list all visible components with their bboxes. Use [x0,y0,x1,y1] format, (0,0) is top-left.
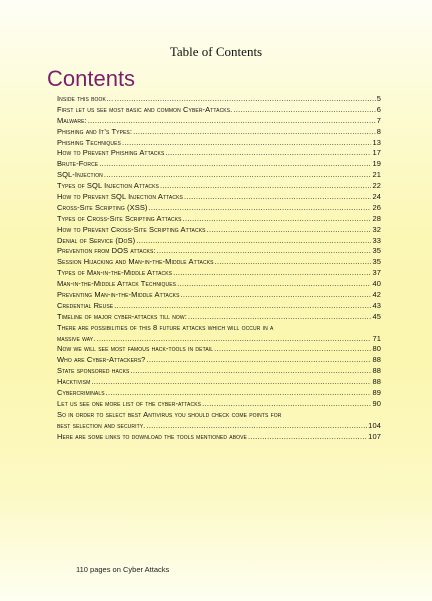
toc-entry[interactable] [57,181,381,192]
toc-entry-title: Hacktivism [57,377,91,387]
toc-entry[interactable] [57,377,381,388]
toc-entry-page: 33 [372,235,381,245]
toc-entry[interactable] [57,257,381,268]
toc-entry[interactable] [57,312,381,323]
toc-leader-dots [146,355,371,366]
toc-leader-dots [184,192,372,203]
toc-entry-page: 8 [376,126,381,136]
toc-entry[interactable] [57,388,381,399]
toc-entry-title: Credential Reuse [57,300,114,310]
toc-entry[interactable] [57,268,381,279]
toc-entry-page: 90 [372,398,381,408]
toc-leader-dots [136,236,371,247]
toc-entry-title: Here are some links to download the tools mentioned above [57,431,247,441]
toc-entry[interactable] [57,138,381,149]
toc-entry-page: 104 [368,420,381,430]
toc-entry-page: 80 [372,344,381,354]
toc-entry-page: 19 [372,159,381,169]
toc-entry-page: 42 [372,290,381,300]
toc-entry-title: First let us see most basic and common Cyber-Attacks. [57,104,233,114]
toc-entry[interactable] [57,203,381,214]
toc-entry[interactable] [57,399,381,410]
toc-entry[interactable] [57,279,381,290]
toc-leader-dots [215,257,372,268]
toc-entry-title: Timeline of major cyber-attacks till now: [57,311,187,321]
toc-entry-page: 107 [368,431,381,441]
toc-entry-page: 17 [372,148,381,158]
toc-entry-page: 35 [372,246,381,256]
toc-leader-dots [202,399,371,410]
toc-entry-title: Malware: [57,115,87,125]
toc-entry-title: How to Prevent SQL Injection Attacks [57,192,183,202]
toc-entry-title-continued: massive way. [57,333,96,343]
toc-entry[interactable] [57,344,381,355]
toc-entry[interactable] [57,246,381,257]
toc-entry[interactable] [57,159,381,170]
toc-entry-page: 6 [376,104,381,114]
toc-entry[interactable] [57,214,381,225]
toc-entry[interactable] [57,355,381,366]
toc-entry-title: Types of Cross-Site Scripting Attacks [57,213,182,223]
contents-heading: Contents [47,66,136,91]
toc-leader-dots [233,105,375,116]
toc-leader-dots [99,159,371,170]
toc-leader-dots [160,181,371,192]
toc-entry-page: 88 [372,366,381,376]
toc-entry-title: Preventing Man-in-the-Middle Attacks [57,290,180,300]
toc-entry-page: 45 [372,311,381,321]
toc-entry-page: 7 [376,115,381,125]
toc-entry-title: SQL-Injection [57,170,103,180]
toc-leader-dots [96,334,371,345]
toc-entry-title: Session Hijacking and Man-in-the-Middle Attacks [57,257,214,267]
toc-entry-page: 89 [372,388,381,398]
toc-entry-page: 22 [372,181,381,191]
toc-entry-page: 88 [372,377,381,387]
toc-entry-page: 28 [372,213,381,223]
toc-leader-dots [130,366,371,377]
toc-entry-title: How to Prevent Phishing Attacks [57,148,165,158]
toc-entry-title: Brute-Force [57,159,99,169]
toc-entry[interactable] [57,127,381,138]
toc-entry[interactable] [57,192,381,203]
toc-leader-dots [133,127,376,138]
toc-leader-dots [91,377,371,388]
toc-entry-title: Man-in-the-Middle Attack Techniques [57,279,177,289]
toc-entry-page: 5 [376,94,381,103]
toc-leader-dots [165,148,371,159]
toc-entry-page: 43 [372,300,381,310]
toc-entry-title: Who are Cyber-Attackers? [57,355,146,365]
toc-entry-title: How to Prevent Cross-Site Scripting Attacks [57,224,206,234]
toc-leader-dots [122,138,371,149]
toc-leader-dots [173,268,371,279]
toc-leader-dots [177,279,371,290]
table-of-contents [57,94,381,443]
toc-entry-page: 26 [372,202,381,212]
toc-entry[interactable] [57,301,381,312]
toc-entry-title: Inside this book… [57,94,114,103]
toc-entry-page: 35 [372,257,381,267]
toc-entry-title: Cross-Site Scripting (XSS) [57,202,148,212]
toc-entry-page: 71 [372,333,381,343]
toc-entry-title: Let us see one more list of the cyber-attacks [57,398,202,408]
toc-entry[interactable] [57,225,381,236]
footer-text: 110 pages on Cyber Attacks [76,565,170,574]
toc-entry-title: Cybercriminals [57,388,105,398]
toc-entry-title: Prevention from DOS attacks: [57,246,156,256]
toc-entry-title: Types of SQL Injection Attacks [57,181,159,191]
toc-entry[interactable] [57,94,381,105]
toc-entry[interactable] [57,170,381,181]
toc-entry-page: 21 [372,170,381,180]
toc-leader-dots [248,432,367,443]
toc-leader-dots [207,225,372,236]
toc-entry-page: 37 [372,268,381,278]
toc-entry[interactable] [57,366,381,377]
toc-entry[interactable] [57,290,381,301]
toc-entry-title: State sponsored hacks [57,366,130,376]
toc-leader-dots [88,116,376,127]
toc-leader-dots [114,301,371,312]
toc-entry-page: 40 [372,279,381,289]
toc-entry[interactable] [57,236,381,247]
toc-leader-dots [188,312,372,323]
toc-entry[interactable] [57,432,381,443]
toc-entry-page: 24 [372,192,381,202]
toc-entry[interactable] [57,116,381,127]
toc-entry[interactable] [57,323,381,345]
toc-entry-title: There are possibilities of this 8 future attacks which will occur in a [57,322,274,332]
page-title: Table of Contents [169,44,263,59]
toc-entry-page: 32 [372,224,381,234]
toc-leader-dots [181,290,372,301]
toc-entry-page: 13 [372,137,381,147]
toc-entry[interactable] [57,148,381,159]
toc-entry[interactable] [57,410,381,432]
toc-leader-dots [183,214,372,225]
toc-leader-dots [115,94,376,105]
toc-leader-dots [149,203,372,214]
toc-leader-dots [146,421,367,432]
toc-leader-dots [106,388,372,399]
toc-leader-dots [214,344,371,355]
toc-leader-dots [104,170,372,181]
toc-entry[interactable] [57,105,381,116]
toc-entry-title-continued: best selection and security. [57,420,146,430]
toc-entry-title: So in order to select best Antivirus you should check come points for [57,409,282,419]
toc-entry-title: Now we will see most famous hack-tools in detail [57,344,214,354]
toc-entry-page: 88 [372,355,381,365]
toc-entry-title: Denial of Service (DoS) [57,235,136,245]
toc-entry-title: Types of Man-in-the-Middle Attacks [57,268,173,278]
toc-entry-title: Phishing Techniques [57,137,121,147]
toc-entry-title: Phishing and It’s Types: [57,126,133,136]
toc-leader-dots [157,246,372,257]
